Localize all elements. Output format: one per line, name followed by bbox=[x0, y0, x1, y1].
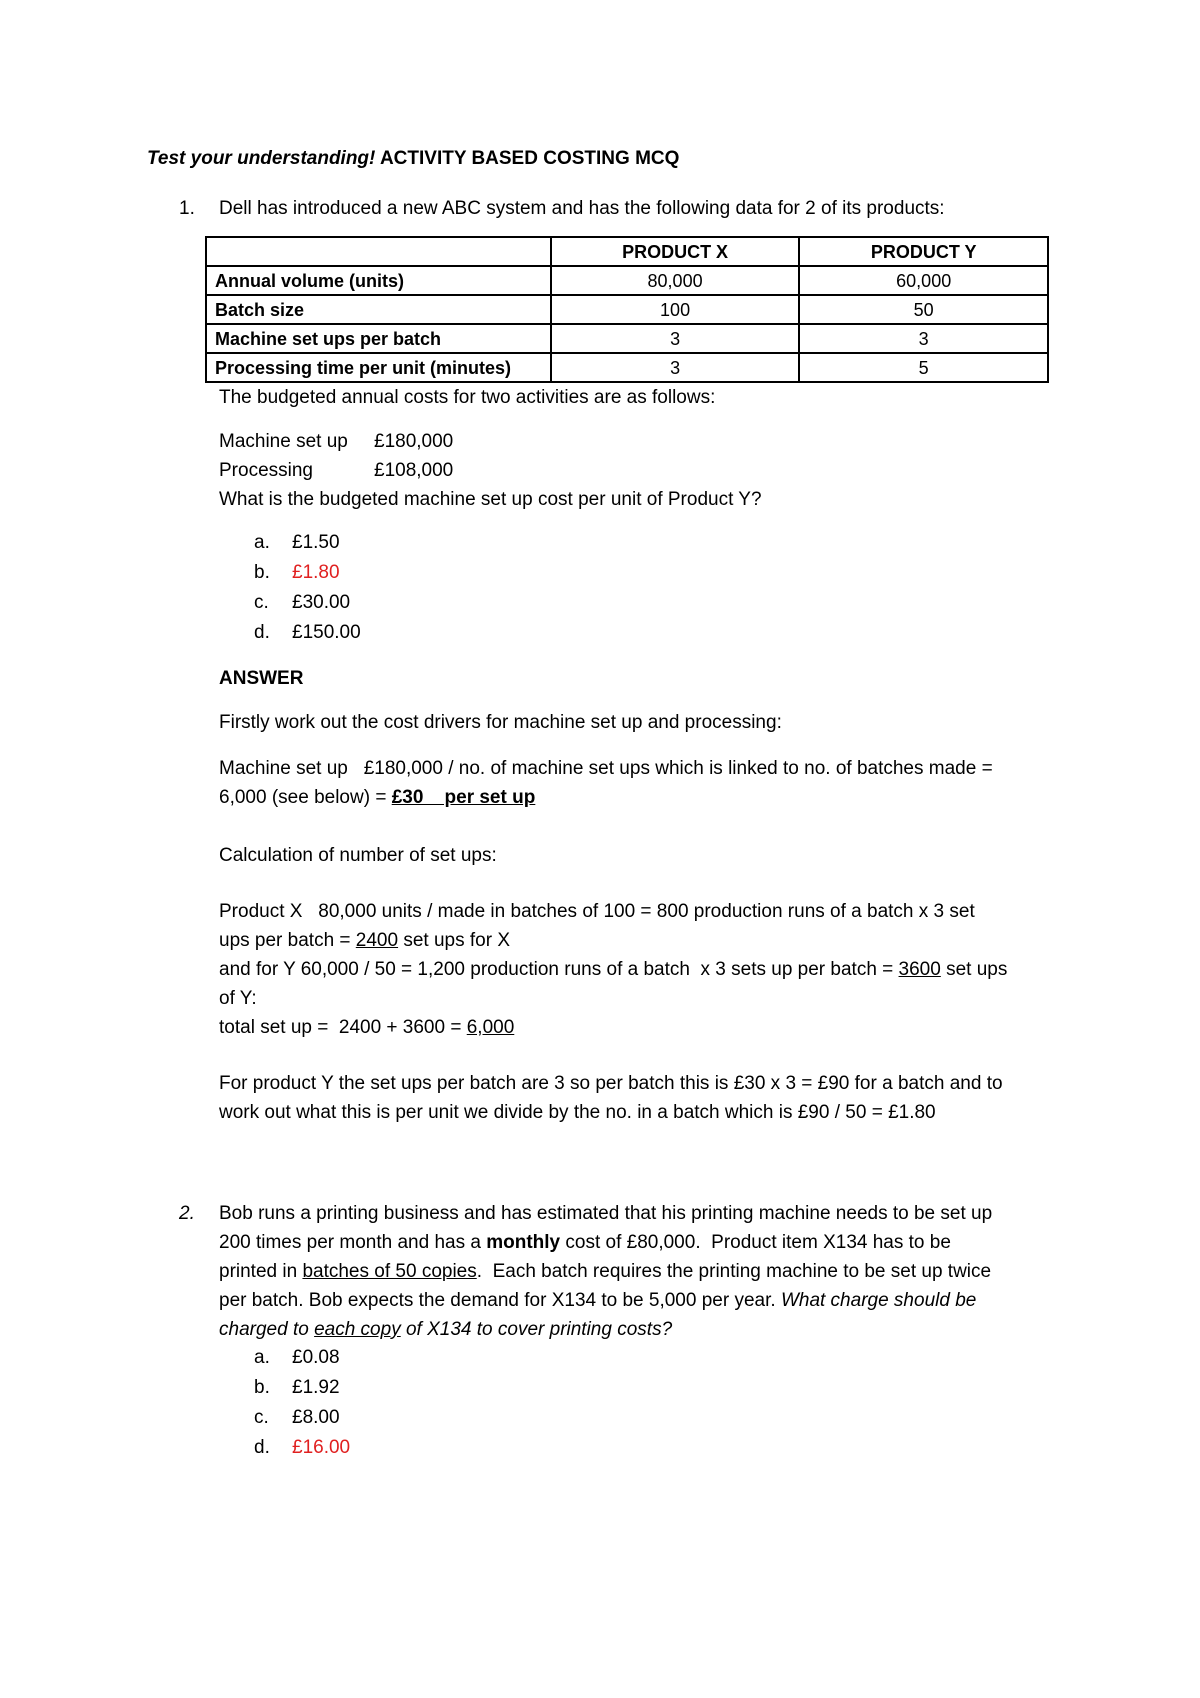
cost-value: £108,000 bbox=[374, 460, 454, 481]
table-row bbox=[206, 295, 1048, 324]
setup-cost-result: £30 per set up bbox=[391, 787, 536, 808]
question-1-text: What is the budgeted machine set up cost per unit of Product Y? bbox=[219, 489, 762, 510]
final-explanation bbox=[219, 1069, 1069, 1127]
setup-line-1: Machine set up £180,000 / no. of machine set ups which is linked to no. of batches made = bbox=[219, 758, 993, 779]
product-data-table bbox=[205, 236, 1049, 383]
q2-line-2: 200 times per month and has a monthly cost of £80,000. Product item X134 has to be bbox=[219, 1232, 951, 1253]
title-main: ACTIVITY BASED COSTING MCQ bbox=[375, 148, 680, 169]
table-cell: Annual volume (units) bbox=[206, 266, 551, 295]
table-cell: Batch size bbox=[206, 295, 551, 324]
option-d: d. £150.00 bbox=[254, 622, 361, 643]
total-line: total set up = 2400 + 3600 = 6,000 bbox=[219, 1017, 515, 1038]
table-row bbox=[206, 266, 1048, 295]
option-c: c. £30.00 bbox=[254, 592, 351, 613]
option-d-correct: d. £16.00 bbox=[254, 1437, 351, 1458]
title-prefix: Test your understanding! bbox=[147, 148, 376, 169]
table-header-cell: PRODUCT X bbox=[551, 237, 800, 266]
cost-line-processing bbox=[219, 456, 1069, 485]
table-cell: Machine set ups per batch bbox=[206, 324, 551, 353]
question-2-text bbox=[219, 1199, 1069, 1344]
cost-line-setup bbox=[219, 427, 1069, 456]
option-b: b. £1.92 bbox=[254, 1377, 340, 1398]
calc-y-line-2: of Y: bbox=[219, 988, 257, 1009]
question-2-options bbox=[254, 1343, 350, 1463]
q2-line-5: charged to each copy of X134 to cover printing costs? bbox=[219, 1319, 673, 1340]
cost-label: Processing bbox=[219, 460, 313, 481]
table-cell: 5 bbox=[799, 353, 1048, 382]
cost-value: £180,000 bbox=[374, 431, 454, 452]
table-cell: 60,000 bbox=[799, 266, 1048, 295]
q2-line-3: printed in batches of 50 copies. Each batch requires the printing machine to be set up twice bbox=[219, 1261, 992, 1282]
final-line-1: For product Y the set ups per batch are 3 so per batch this is £30 x 3 = £90 for a batch and to bbox=[219, 1073, 1003, 1094]
calc-y-line-1: and for Y 60,000 / 50 = 1,200 production runs of a batch x 3 sets up per batch = 3600 set ups bbox=[219, 959, 1008, 980]
table-cell: 50 bbox=[799, 295, 1048, 324]
question-1-options bbox=[254, 528, 361, 648]
option-a: a. £0.08 bbox=[254, 1347, 340, 1368]
question-1-intro: Dell has introduced a new ABC system and has the following data for 2 of its products: bbox=[219, 198, 945, 219]
answer-heading: ANSWER bbox=[219, 668, 304, 689]
table-cell: 3 bbox=[551, 324, 800, 353]
table-row bbox=[206, 324, 1048, 353]
table-cell: 80,000 bbox=[551, 266, 800, 295]
q2-line-1: Bob runs a printing business and has estimated that his printing machine needs to be set up bbox=[219, 1203, 993, 1224]
q2-line-4: per batch. Bob expects the demand for X134 to be 5,000 per year. What charge should be bbox=[219, 1290, 977, 1311]
setup-calculation bbox=[219, 754, 1069, 812]
setup-line-2: 6,000 (see below) = £30 per set up bbox=[219, 787, 536, 808]
table-cell: 3 bbox=[799, 324, 1048, 353]
table-cell: 3 bbox=[551, 353, 800, 382]
table-header-cell: PRODUCT Y bbox=[799, 237, 1048, 266]
table-cell: 100 bbox=[551, 295, 800, 324]
final-line-2: work out what this is per unit we divide by the no. in a batch which is £90 / 50 = £1.80 bbox=[219, 1102, 936, 1123]
option-b-correct: b. £1.80 bbox=[254, 562, 340, 583]
calc-heading: Calculation of number of set ups: bbox=[219, 845, 497, 866]
table-header-cell bbox=[206, 237, 551, 266]
cost-label: Machine set up bbox=[219, 431, 348, 452]
budget-intro: The budgeted annual costs for two activities are as follows: bbox=[219, 387, 716, 408]
question-1-number: 1. bbox=[179, 198, 195, 219]
question-2-number: 2. bbox=[179, 1203, 195, 1224]
table-cell: Processing time per unit (minutes) bbox=[206, 353, 551, 382]
setup-count-calculation bbox=[219, 897, 1069, 1042]
answer-intro: Firstly work out the cost drivers for machine set up and processing: bbox=[219, 712, 782, 733]
option-c: c. £8.00 bbox=[254, 1407, 340, 1428]
page-title bbox=[147, 146, 679, 172]
table-row bbox=[206, 353, 1048, 382]
table-header-row bbox=[206, 237, 1048, 266]
option-a: a. £1.50 bbox=[254, 532, 340, 553]
calc-x-line-2: ups per batch = 2400 set ups for X bbox=[219, 930, 511, 951]
calc-x-line-1: Product X 80,000 units / made in batches of 100 = 800 production runs of a batch x 3 set bbox=[219, 901, 975, 922]
